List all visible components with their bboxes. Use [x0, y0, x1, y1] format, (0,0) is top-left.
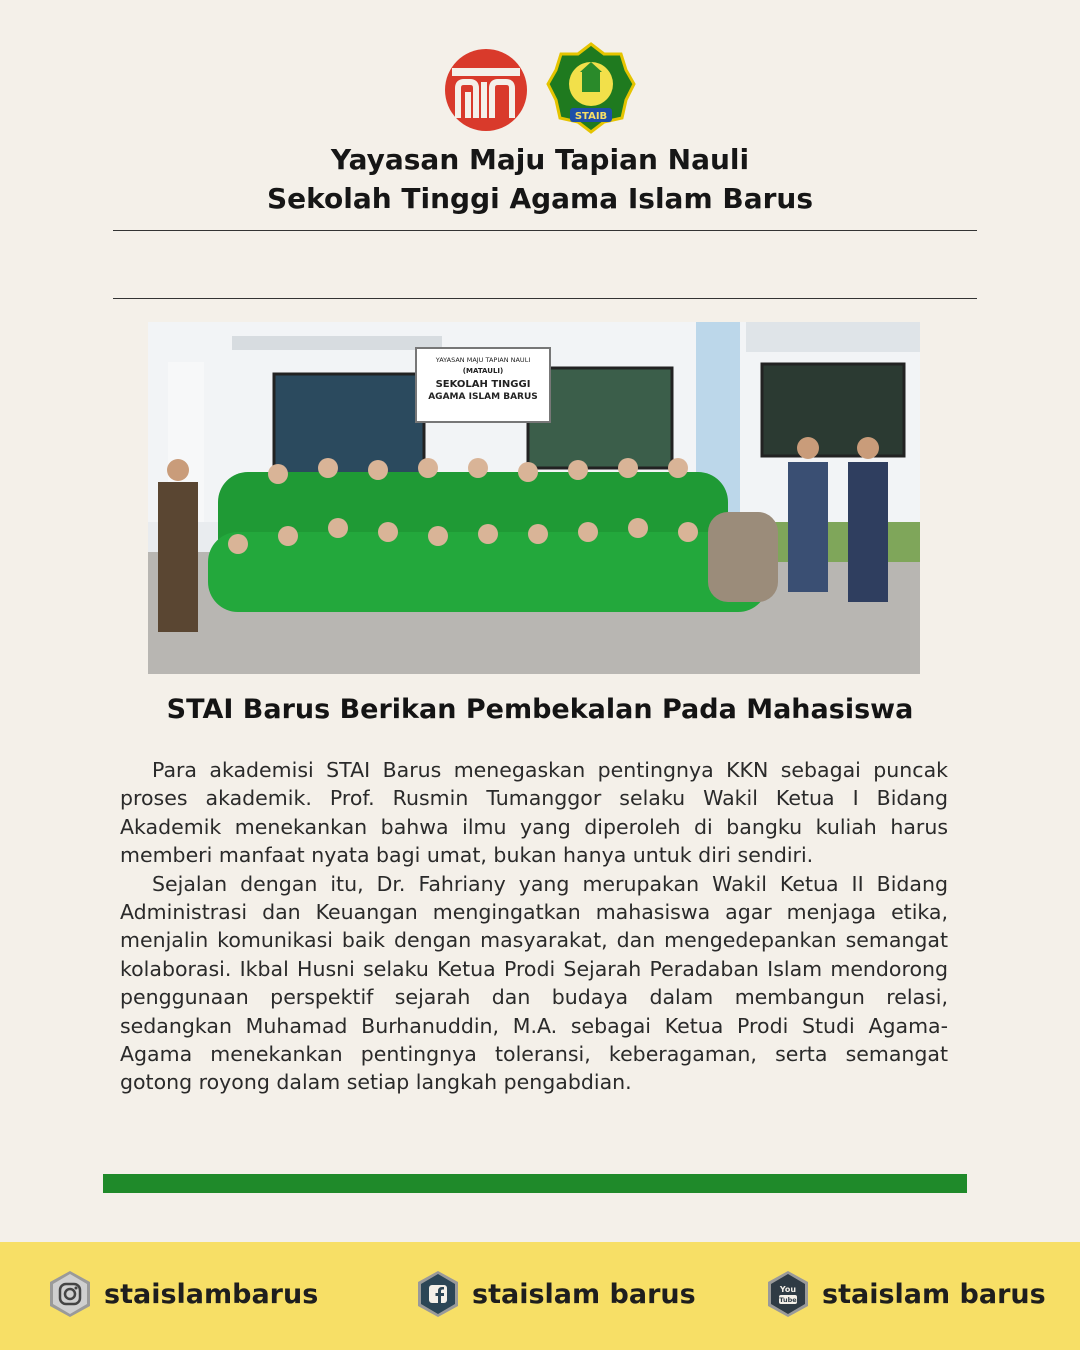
sign-foundation: YAYASAN MAJU TAPIAN NAULI [435, 356, 531, 364]
sign-college-1: SEKOLAH TINGGI [435, 379, 531, 390]
facebook-icon [414, 1270, 462, 1318]
sign-acronym: (MATAULI) [462, 367, 504, 375]
youtube-link[interactable] [764, 1270, 1046, 1318]
sign-college-2: AGAMA ISLAM BARUS [428, 392, 538, 402]
stai-barus-emblem [546, 42, 636, 134]
facebook-handle: staislam barus [472, 1278, 696, 1310]
org-line-foundation: Yayasan Maju Tapian Nauli [330, 143, 750, 176]
social-footer [0, 1242, 1080, 1350]
instagram-link[interactable] [46, 1270, 318, 1318]
youtube-icon-text: Tube [779, 1296, 797, 1304]
instagram-handle: staislambarus [104, 1278, 319, 1310]
emblem-label: STAIB [574, 111, 608, 122]
green-accent-bar [103, 1174, 967, 1193]
organization-title [0, 140, 1080, 218]
instagram-icon [46, 1270, 94, 1318]
article-headline: STAI Barus Berikan Pembekalan Pada Mahasiswa [166, 694, 914, 725]
org-line-college: Sekolah Tinggi Agama Islam Barus [266, 182, 814, 215]
youtube-handle: staislam barus [822, 1278, 1046, 1310]
group-photo-illustration [148, 322, 920, 674]
article-body [120, 756, 948, 1097]
group-photo [148, 322, 920, 674]
facebook-link[interactable] [414, 1270, 696, 1318]
divider-top [113, 230, 977, 231]
logo-row [0, 42, 1080, 134]
divider-bottom [113, 298, 977, 299]
youtube-icon-text: You [779, 1285, 797, 1294]
youtube-icon [764, 1270, 812, 1318]
article-paragraph: Sejalan dengan itu, Dr. Fahriany yang merupakan Wakil Ketua II Bidang Administrasi dan Keuangan mengingatkan mahasiswa agar menjaga etika, menjalin komunikasi baik dengan masyarakat, dan mengedepankan semangat kolaborasi. Ikbal Husni selaku Ketua Prodi Sejarah Peradaban Islam mendorong penggunaan perspektif sejarah dan budaya dalam membangun relasi, sedangkan Muhamad Burhanuddin, M.A. sebagai Ketua Prodi Studi Agama-Agama menekankan pentingnya toleransi, keberagaman, serta semangat gotong royong dalam setiap langkah pengabdian. [120, 871, 948, 1095]
mtn-logo [444, 48, 528, 132]
article-paragraph: Para akademisi STAI Barus menegaskan pentingnya KKN sebagai puncak proses akademik. Prof. Rusmin Tumanggor selaku Wakil Ketua I Bidang Akademik menekankan bahwa ilmu yang diperoleh di bangku kuliah harus memberi manfaat nyata bagi umat, bukan hanya untuk diri sendiri. [120, 758, 948, 868]
